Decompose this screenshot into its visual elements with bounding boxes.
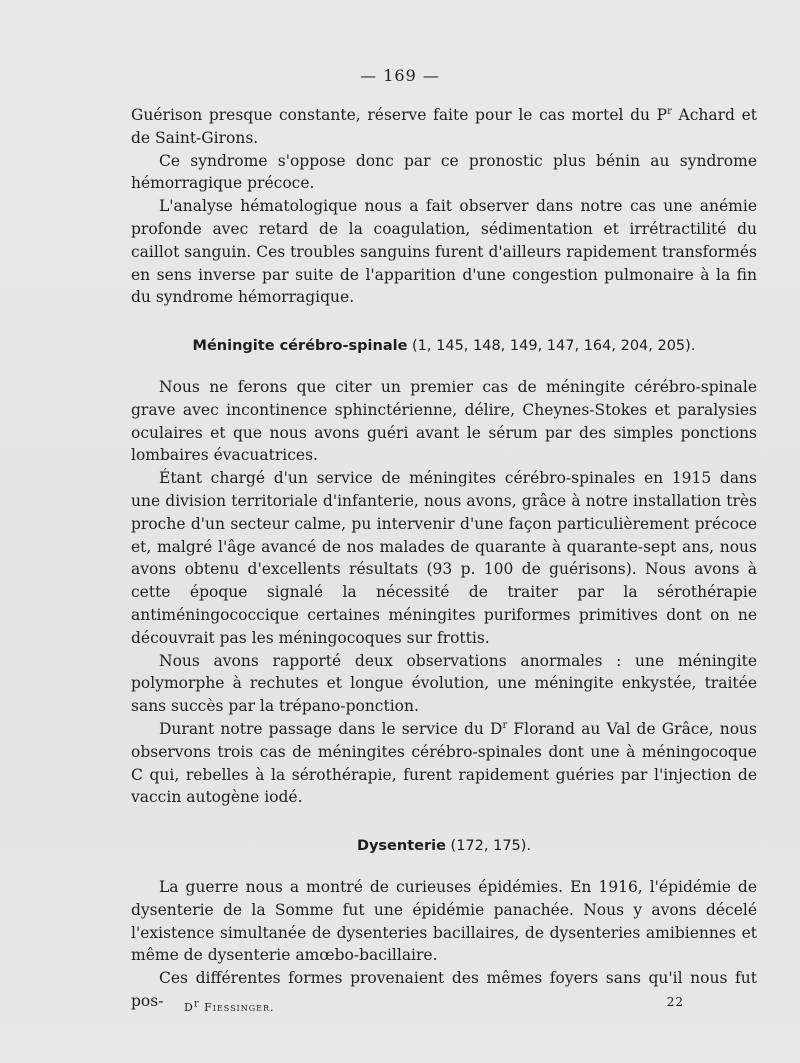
page-number: — 169 —: [360, 66, 440, 85]
paragraph-dysenterie-1: La guerre nous a montré de curieuses épidémies. En 1916, l'épidémie de dysenterie de la Somme fut une épidémie panachée. Nous y avons décelé l'existence simultanée de dysenteries bacillaires, de dysenteries amibiennes et même de dysenterie amœbo-bacillaire.: [131, 877, 757, 965]
section-heading-meningite: [131, 335, 757, 358]
paragraph-syndrome: Ce syndrome s'oppose donc par ce pronostic plus bénin au syndrome hémorragique précoce.: [131, 151, 757, 193]
sheet-number: 22: [666, 995, 684, 1009]
section-title-dysenterie: Dysenterie: [356, 838, 446, 855]
paragraph-meningite-2: Étant chargé d'un service de méningites cérébro-spinales en 1915 dans une division territoriale d'infanterie, nous avons, grâce à notre installation très proche d'un secteur calme, pu intervenir d'une façon particulièrement précoce et, malgré l'âge avancé de nos malades de quarante à quarante-sept ans, nous avons obtenu d'excellents résultats (93 p. 100 de guérisons). Nous avons à cette époque signalé la nécessité de traiter par la sérothérapie antiméningococcique certaines méningites puriformes primitives dont on ne découvrait pas les méningocoques sur frottis.: [131, 469, 757, 647]
paragraph-analyse: L'analyse hématologique nous a fait observer dans notre cas une anémie profonde avec retard de la coagulation, sédimentation et irrétractilité du caillot sanguin. Ces troubles sanguins furent d'ailleurs rapidement transformés en sens inverse par suite de l'apparition d'une congestion pulmonaire à la fin du syndrome hémorragique.: [131, 197, 757, 307]
paragraph-meningite-4: Durant notre passage dans le service du $D^r$ Florand au Val de Grâce, nous observons trois cas de méningites cérébro-spinales dont une à méningocoque C qui, rebelles à la sérothérapie, furent rapidement guéries par l'injection de vaccin autogène iodé.: [131, 719, 757, 807]
section-title-meningite: Méningite cérébro-spinale: [192, 338, 408, 355]
paragraph-guerison: Guérison presque constante, réserve faite pour le cas mortel du $P^r$ Achard et de Saint-Girons.: [131, 105, 758, 147]
section-heading-dysenterie: [131, 835, 757, 858]
paragraph-meningite-3: Nous avons rapporté deux observations anormales : une méningite polymorphe à rechutes et longue évolution, une méningite enkystée, traitée sans succès par la trépano-ponction.: [131, 651, 757, 716]
author-signature: $D^r$ Fiessinger.: [184, 998, 275, 1014]
section-refs-meningite: (1, 145, 148, 149, 147, 164, 204, 205).: [407, 338, 696, 355]
paragraph-dysenterie-2: Ces différentes formes provenaient des mêmes foyers sans qu'il nous fut pos-: [131, 969, 757, 1010]
paragraph-meningite-1: Nous ne ferons que citer un premier cas de méningite cérébro-spinale grave avec incontinence sphinctérienne, délire, Cheynes-Stokes et paralysies oculaires et que nous avons guéri avant le sérum par des simples ponctions lombaires évacuatrices.: [131, 377, 757, 465]
page-content: [131, 104, 757, 1013]
section-refs-dysenterie: (172, 175).: [445, 838, 532, 855]
